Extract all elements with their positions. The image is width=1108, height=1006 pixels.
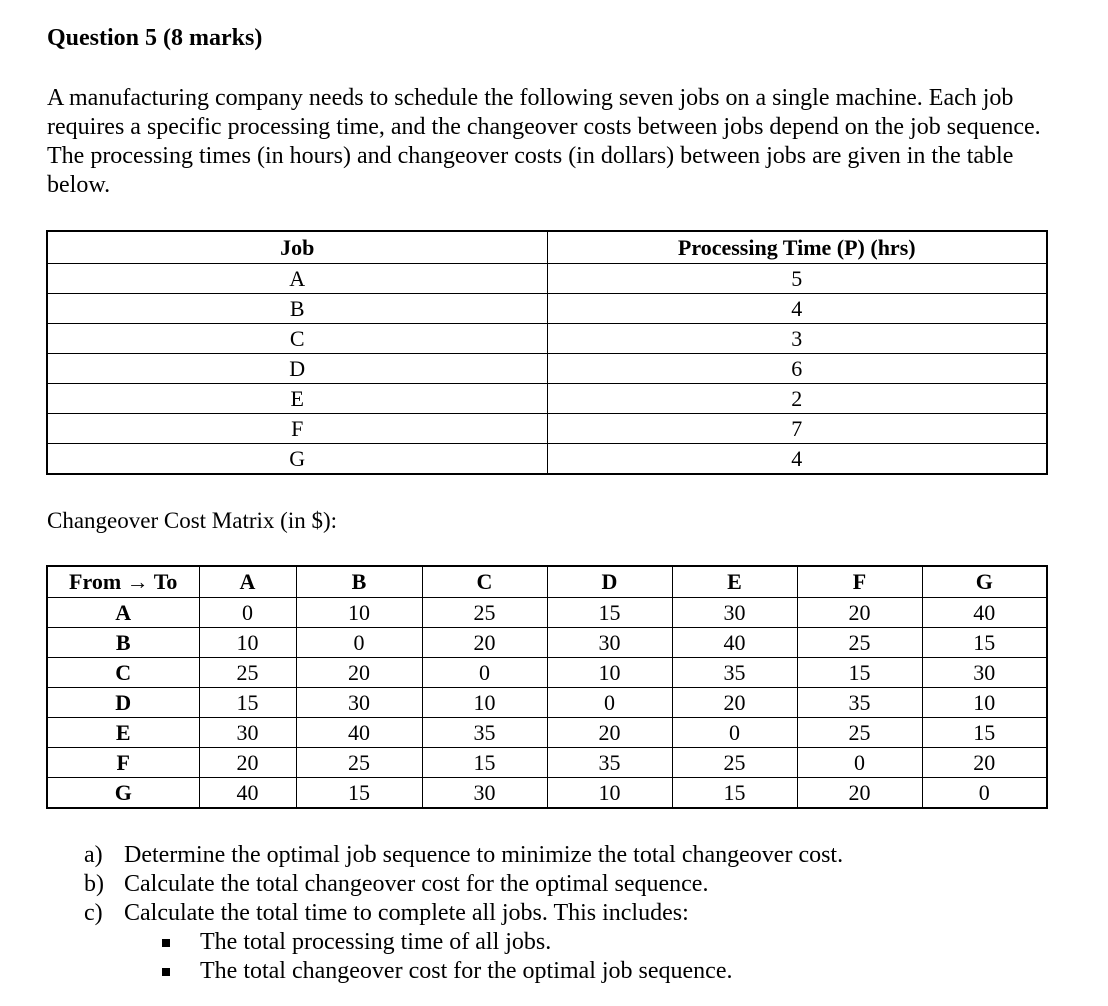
question-intro: A manufacturing company needs to schedule the following seven jobs on a single machine. Each job requires a specific processing time, and the changeover costs between jobs depend on the job sequence. The processing times (in hours) and changeover costs (in dollars) between jobs are given in the table below. (47, 85, 1041, 198)
matrix-column-header: D (547, 566, 672, 598)
processing-row (47, 384, 1047, 414)
matrix-cost-cell: 20 (199, 748, 296, 778)
matrix-cost-cell: 0 (922, 778, 1047, 809)
processing-header-row (47, 231, 1047, 264)
processing-time-cell: 2 (547, 384, 1047, 414)
changeover-cost-matrix (46, 565, 1048, 809)
job-column-header: Job (47, 231, 547, 264)
matrix-cost-cell: 30 (296, 688, 422, 718)
matrix-cost-cell: 20 (797, 778, 922, 809)
job-cell: B (47, 294, 547, 324)
matrix-row (47, 688, 1047, 718)
matrix-column-header: F (797, 566, 922, 598)
matrix-cost-cell: 0 (199, 598, 296, 628)
matrix-cost-cell: 15 (922, 628, 1047, 658)
processing-time-cell: 5 (547, 264, 1047, 294)
matrix-cost-cell: 0 (296, 628, 422, 658)
matrix-column-header: A (199, 566, 296, 598)
matrix-cost-cell: 15 (797, 658, 922, 688)
question-part (84, 870, 843, 899)
matrix-cost-cell: 35 (672, 658, 797, 688)
matrix-row (47, 718, 1047, 748)
processing-row (47, 444, 1047, 475)
matrix-row (47, 598, 1047, 628)
matrix-column-header: G (922, 566, 1047, 598)
matrix-cost-cell: 35 (422, 718, 547, 748)
matrix-cost-cell: 15 (672, 778, 797, 809)
matrix-row-header: E (47, 718, 199, 748)
processing-time-cell: 7 (547, 414, 1047, 444)
matrix-cost-cell: 20 (797, 598, 922, 628)
question-part (84, 841, 843, 870)
matrix-cost-cell: 10 (422, 688, 547, 718)
job-cell: F (47, 414, 547, 444)
matrix-cost-cell: 25 (797, 718, 922, 748)
processing-time-table (46, 230, 1048, 475)
matrix-cost-cell: 10 (296, 598, 422, 628)
matrix-cost-cell: 40 (296, 718, 422, 748)
matrix-corner-header: From → To (47, 566, 199, 598)
processing-time-cell: 4 (547, 294, 1047, 324)
part-text: Calculate the total changeover cost for the optimal sequence. (124, 871, 709, 897)
matrix-cost-cell: 20 (672, 688, 797, 718)
processing-row (47, 264, 1047, 294)
matrix-cost-cell: 40 (922, 598, 1047, 628)
matrix-cost-cell: 15 (199, 688, 296, 718)
job-cell: D (47, 354, 547, 384)
part-text: Calculate the total time to complete all jobs. This includes: (124, 900, 689, 926)
matrix-cost-cell: 35 (547, 748, 672, 778)
processing-time-cell: 4 (547, 444, 1047, 475)
matrix-column-header: E (672, 566, 797, 598)
matrix-row (47, 658, 1047, 688)
matrix-cost-cell: 10 (547, 658, 672, 688)
question-heading: Question 5 (8 marks) (47, 25, 263, 51)
job-cell: E (47, 384, 547, 414)
matrix-cost-cell: 30 (922, 658, 1047, 688)
matrix-cost-cell: 10 (922, 688, 1047, 718)
square-bullet-icon (162, 939, 170, 947)
part-text: Determine the optimal job sequence to minimize the total changeover cost. (124, 842, 844, 868)
matrix-cost-cell: 25 (797, 628, 922, 658)
matrix-cost-cell: 20 (296, 658, 422, 688)
matrix-cost-cell: 15 (422, 748, 547, 778)
processing-row (47, 294, 1047, 324)
matrix-row-header: F (47, 748, 199, 778)
sub-bullet-text: The total changeover cost for the optimal job sequence. (200, 958, 733, 984)
matrix-cost-cell: 0 (672, 718, 797, 748)
matrix-cost-cell: 20 (922, 748, 1047, 778)
sub-bullet-list (162, 928, 732, 986)
question-part (84, 899, 843, 928)
matrix-row (47, 778, 1047, 809)
sub-bullet-item (162, 957, 732, 986)
matrix-cost-cell: 20 (422, 628, 547, 658)
matrix-cost-cell: 0 (547, 688, 672, 718)
part-letter: c) (84, 900, 103, 926)
matrix-cost-cell: 40 (199, 778, 296, 809)
matrix-row-header: A (47, 598, 199, 628)
matrix-cost-cell: 0 (797, 748, 922, 778)
matrix-cost-cell: 40 (672, 628, 797, 658)
matrix-cost-cell: 15 (547, 598, 672, 628)
part-letter: b) (84, 871, 104, 897)
job-cell: G (47, 444, 547, 475)
processing-row (47, 414, 1047, 444)
matrix-row (47, 748, 1047, 778)
sub-bullet-text: The total processing time of all jobs. (200, 929, 552, 955)
matrix-row-header: B (47, 628, 199, 658)
matrix-cost-cell: 30 (199, 718, 296, 748)
matrix-cost-cell: 25 (296, 748, 422, 778)
sub-bullet-item (162, 928, 732, 957)
matrix-header-row (47, 566, 1047, 598)
matrix-row (47, 628, 1047, 658)
processing-time-cell: 3 (547, 324, 1047, 354)
matrix-cost-cell: 10 (547, 778, 672, 809)
part-letter: a) (84, 842, 103, 868)
matrix-cost-cell: 25 (672, 748, 797, 778)
matrix-row-header: D (47, 688, 199, 718)
matrix-cost-cell: 30 (672, 598, 797, 628)
matrix-cost-cell: 25 (422, 598, 547, 628)
matrix-cost-cell: 35 (797, 688, 922, 718)
question-parts-list (84, 841, 843, 928)
job-cell: C (47, 324, 547, 354)
matrix-cost-cell: 15 (296, 778, 422, 809)
matrix-caption: Changeover Cost Matrix (in $): (47, 508, 338, 533)
processing-row (47, 324, 1047, 354)
matrix-row-header: G (47, 778, 199, 809)
square-bullet-icon (162, 968, 170, 976)
matrix-row-header: C (47, 658, 199, 688)
matrix-column-header: B (296, 566, 422, 598)
matrix-cost-cell: 30 (422, 778, 547, 809)
processing-row (47, 354, 1047, 384)
matrix-column-header: C (422, 566, 547, 598)
matrix-cost-cell: 10 (199, 628, 296, 658)
matrix-cost-cell: 20 (547, 718, 672, 748)
matrix-cost-cell: 15 (922, 718, 1047, 748)
processing-time-column-header: Processing Time (P) (hrs) (547, 231, 1047, 264)
processing-time-cell: 6 (547, 354, 1047, 384)
job-cell: A (47, 264, 547, 294)
matrix-cost-cell: 25 (199, 658, 296, 688)
matrix-cost-cell: 0 (422, 658, 547, 688)
matrix-cost-cell: 30 (547, 628, 672, 658)
